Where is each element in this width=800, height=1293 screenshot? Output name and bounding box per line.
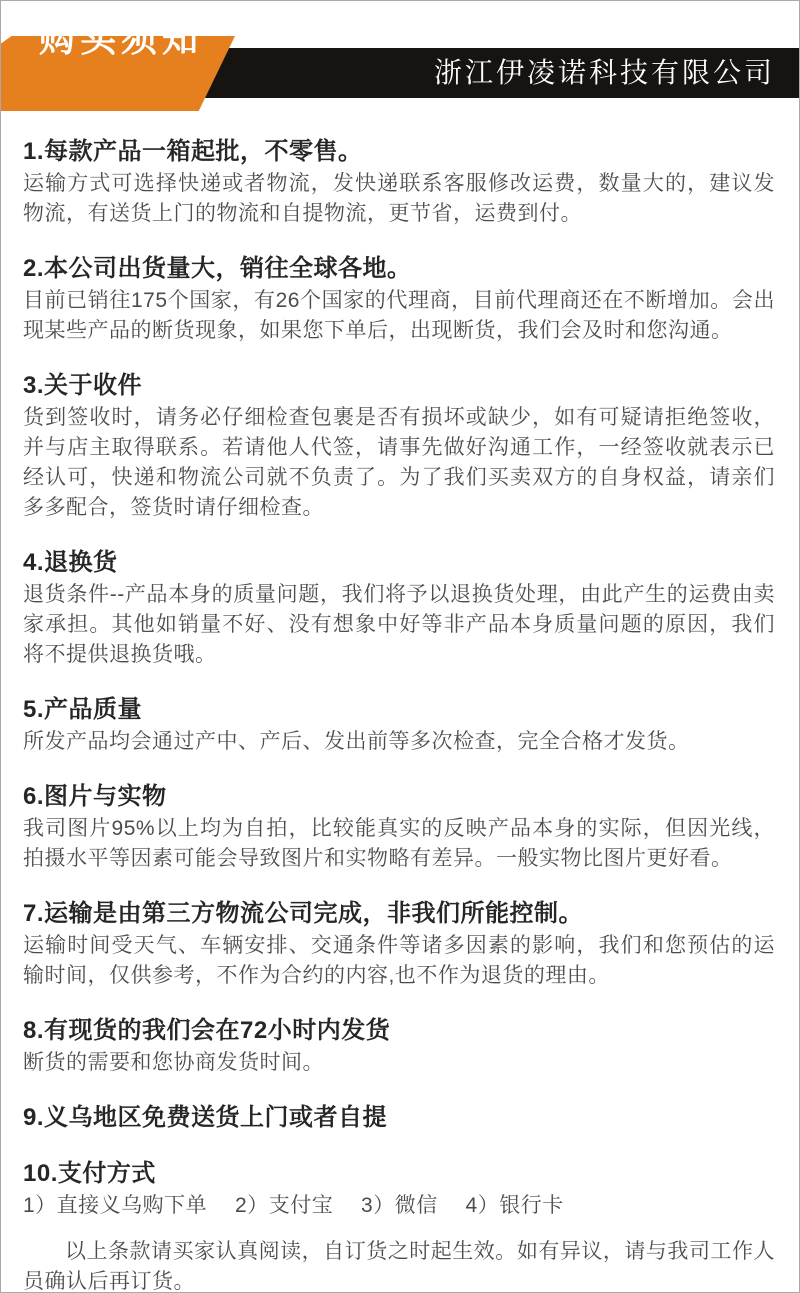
- footer-note: 以上条款请买家认真阅读，自订货之时起生效。如有异议，请与我司工作人员确认后再订货。: [23, 1240, 775, 1293]
- section-title: 6.图片与实物: [23, 783, 167, 810]
- section-title: 5.产品质量: [23, 696, 143, 723]
- section-title: 4.退换货: [23, 549, 118, 576]
- section-receiving: [23, 370, 775, 523]
- section-body: 目前已销往175个国家，有26个国家的代理商，目前代理商还在不断增加。会出现某些产品的断货现象，如果您下单后，出现断货，我们会及时和您沟通。: [23, 289, 775, 342]
- section-body: 货到签收时，请务必仔细检查包裹是否有损坏或缺少，如有可疑请拒绝签收，并与店主取得联系。若请他人代签，请事先做好沟通工作，一经签收就表示已经认可，快递和物流公司就不负责了。为了我们买卖双方的自身权益，请亲们多多配合，签货时请仔细检查。: [23, 406, 775, 519]
- section-title: 1.每款产品一箱起批，不零售。: [23, 138, 363, 165]
- section-global-sales: [23, 253, 775, 346]
- section-body: 断货的需要和您协商发货时间。: [23, 1051, 324, 1074]
- section-shipping-thirdparty: [23, 898, 775, 991]
- section-body: 所发产品均会通过产中、产后、发出前等多次检查，完全合格才发货。: [23, 730, 690, 753]
- section-body: 我司图片95%以上均为自拍，比较能真实的反映产品本身的实际，但因光线，拍摄水平等因素可能会导致图片和实物略有差异。一般实物比图片更好看。: [23, 817, 775, 870]
- section-returns: [23, 547, 775, 670]
- section-body: 退货条件--产品本身的质量问题，我们将予以退换货处理，由此产生的运费由卖家承担。其他如销量不好、没有想象中好等非产品本身质量问题的原因，我们将不提供退换货哦。: [23, 583, 775, 666]
- notice-footer: [23, 1237, 775, 1293]
- section-title: 7.运输是由第三方物流公司完成，非我们所能控制。: [23, 900, 584, 927]
- section-quality: [23, 694, 775, 757]
- section-body: 运输方式可选择快递或者物流，发快递联系客服修改运费，数量大的，建议发物流，有送货上门的物流和自提物流，更节省，运费到付。: [23, 172, 775, 225]
- section-body: 1）直接义乌购下单 2）支付宝 3）微信 4）银行卡: [23, 1194, 564, 1217]
- section-min-order: [23, 136, 775, 229]
- section-72h-dispatch: [23, 1015, 775, 1078]
- section-title: 3.关于收件: [23, 372, 143, 399]
- section-title: 10.支付方式: [23, 1160, 156, 1187]
- notice-content: [1, 111, 799, 1293]
- page-header: [1, 1, 799, 111]
- section-payment: [23, 1158, 775, 1221]
- section-body: 运输时间受天气、车辆安排、交通条件等诸多因素的影响，我们和您预估的运输时间，仅供参考，不作为合约的内容,也不作为退货的理由。: [23, 934, 775, 987]
- section-title: 2.本公司出货量大，销往全球各地。: [23, 255, 412, 282]
- section-yiwu-delivery: [23, 1102, 775, 1134]
- section-title: 8.有现货的我们会在72小时内发货: [23, 1017, 391, 1044]
- section-photos: [23, 781, 775, 874]
- notice-badge-label: 购买须知: [39, 18, 204, 59]
- section-title: 9.义乌地区免费送货上门或者自提: [23, 1104, 388, 1131]
- company-name: 浙江伊凌诺科技有限公司: [433, 57, 775, 88]
